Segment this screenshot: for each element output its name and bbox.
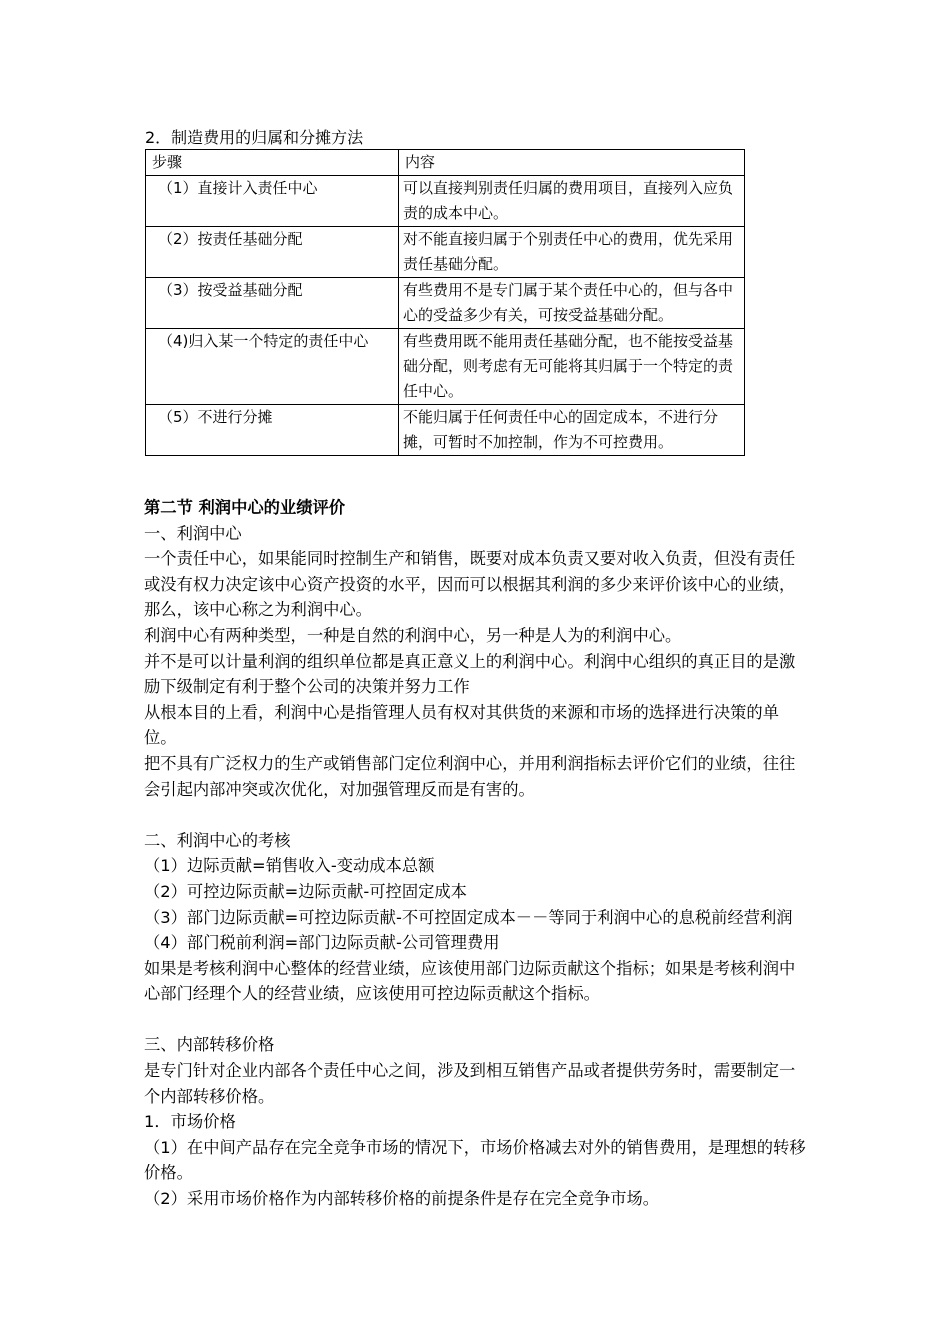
step-cell: （3）按受益基础分配 — [146, 278, 399, 329]
table-row — [146, 278, 745, 329]
subheading-profit-center: 一、利润中心 — [144, 523, 242, 543]
table-row — [146, 176, 745, 227]
table-header-row — [146, 150, 745, 176]
subheading-assessment: 二、利润中心的考核 — [144, 830, 291, 850]
paragraph: 一个责任中心，如果能同时控制生产和销售，既要对成本负责又要对收入负责，但没有责任或没有权力决定该中心资产投资的水平，因而可以根据其利润的多少来评价该中心的业绩，那么，该中心称之为利润中心。 — [144, 549, 796, 620]
spacer — [144, 1007, 806, 1033]
content-cell: 对不能直接归属于个别责任中心的费用，优先采用责任基础分配。 — [399, 227, 745, 278]
step-cell: （5）不进行分摊 — [146, 405, 399, 456]
section-2-body — [144, 495, 806, 1212]
step-cell: （1）直接计入责任中心 — [146, 176, 399, 227]
formula-line: （3）部门边际贡献=可控边际贡献-不可控固定成本－－等同于利润中心的息税前经营利润 — [144, 907, 793, 927]
formula-line: （2）可控边际贡献=边际贡献-可控固定成本 — [144, 881, 467, 901]
content-cell: 有些费用既不能用责任基础分配，也不能按受益基础分配，则考虑有无可能将其归属于一个特定的责任中心。 — [399, 329, 745, 405]
content-cell: 有些费用不是专门属于某个责任中心的，但与各中心的受益多少有关，可按受益基础分配。 — [399, 278, 745, 329]
list-item: （2）采用市场价格作为内部转移价格的前提条件是存在完全竞争市场。 — [144, 1189, 660, 1209]
allocation-methods-table — [145, 149, 745, 456]
paragraph: 从根本目的上看，利润中心是指管理人员有权对其供货的来源和市场的选择进行决策的单位。 — [144, 702, 779, 748]
table-row — [146, 405, 745, 456]
formula-line: （4）部门税前利润=部门边际贡献-公司管理费用 — [144, 933, 500, 953]
step-cell: （4)归入某一个特定的责任中心 — [146, 329, 399, 405]
table-row — [146, 329, 745, 405]
content-cell: 可以直接判别责任归属的费用项目，直接列入应负责的成本中心。 — [399, 176, 745, 227]
list-item: （1）在中间产品存在完全竞争市场的情况下，市场价格减去对外的销售费用，是理想的转移价格。 — [144, 1137, 806, 1183]
paragraph: 把不具有广泛权力的生产或销售部门定位利润中心，并用利润指标去评价它们的业绩，往往会引起内部冲突或次优化，对加强管理反而是有害的。 — [144, 753, 796, 799]
subheading-market-price: 1．市场价格 — [144, 1112, 236, 1132]
header-step: 步骤 — [146, 150, 399, 176]
header-content: 内容 — [399, 150, 745, 176]
subheading-transfer-price: 三、内部转移价格 — [144, 1035, 275, 1055]
paragraph: 如果是考核利润中心整体的经营业绩，应该使用部门边际贡献这个指标；如果是考核利润中心部门经理个人的经营业绩，应该使用可控边际贡献这个指标。 — [144, 958, 796, 1004]
step-cell: （2）按责任基础分配 — [146, 227, 399, 278]
section-title: 2．制造费用的归属和分摊方法 — [145, 128, 364, 147]
section-heading: 第二节 利润中心的业绩评价 — [144, 498, 346, 517]
table-row — [146, 227, 745, 278]
formula-line: （1）边际贡献=销售收入-变动成本总额 — [144, 856, 435, 876]
paragraph: 是专门针对企业内部各个责任中心之间，涉及到相互销售产品或者提供劳务时，需要制定一个内部转移价格。 — [144, 1061, 796, 1106]
spacer — [144, 802, 806, 828]
paragraph: 并不是可以计量利润的组织单位都是真正意义上的利润中心。利润中心组织的真正目的是激励下级制定有利于整个公司的决策并努力工作 — [144, 651, 796, 697]
content-cell: 不能归属于任何责任中心的固定成本，不进行分摊，可暂时不加控制，作为不可控费用。 — [399, 405, 745, 456]
paragraph: 利润中心有两种类型，一种是自然的利润中心，另一种是人为的利润中心。 — [144, 625, 682, 645]
